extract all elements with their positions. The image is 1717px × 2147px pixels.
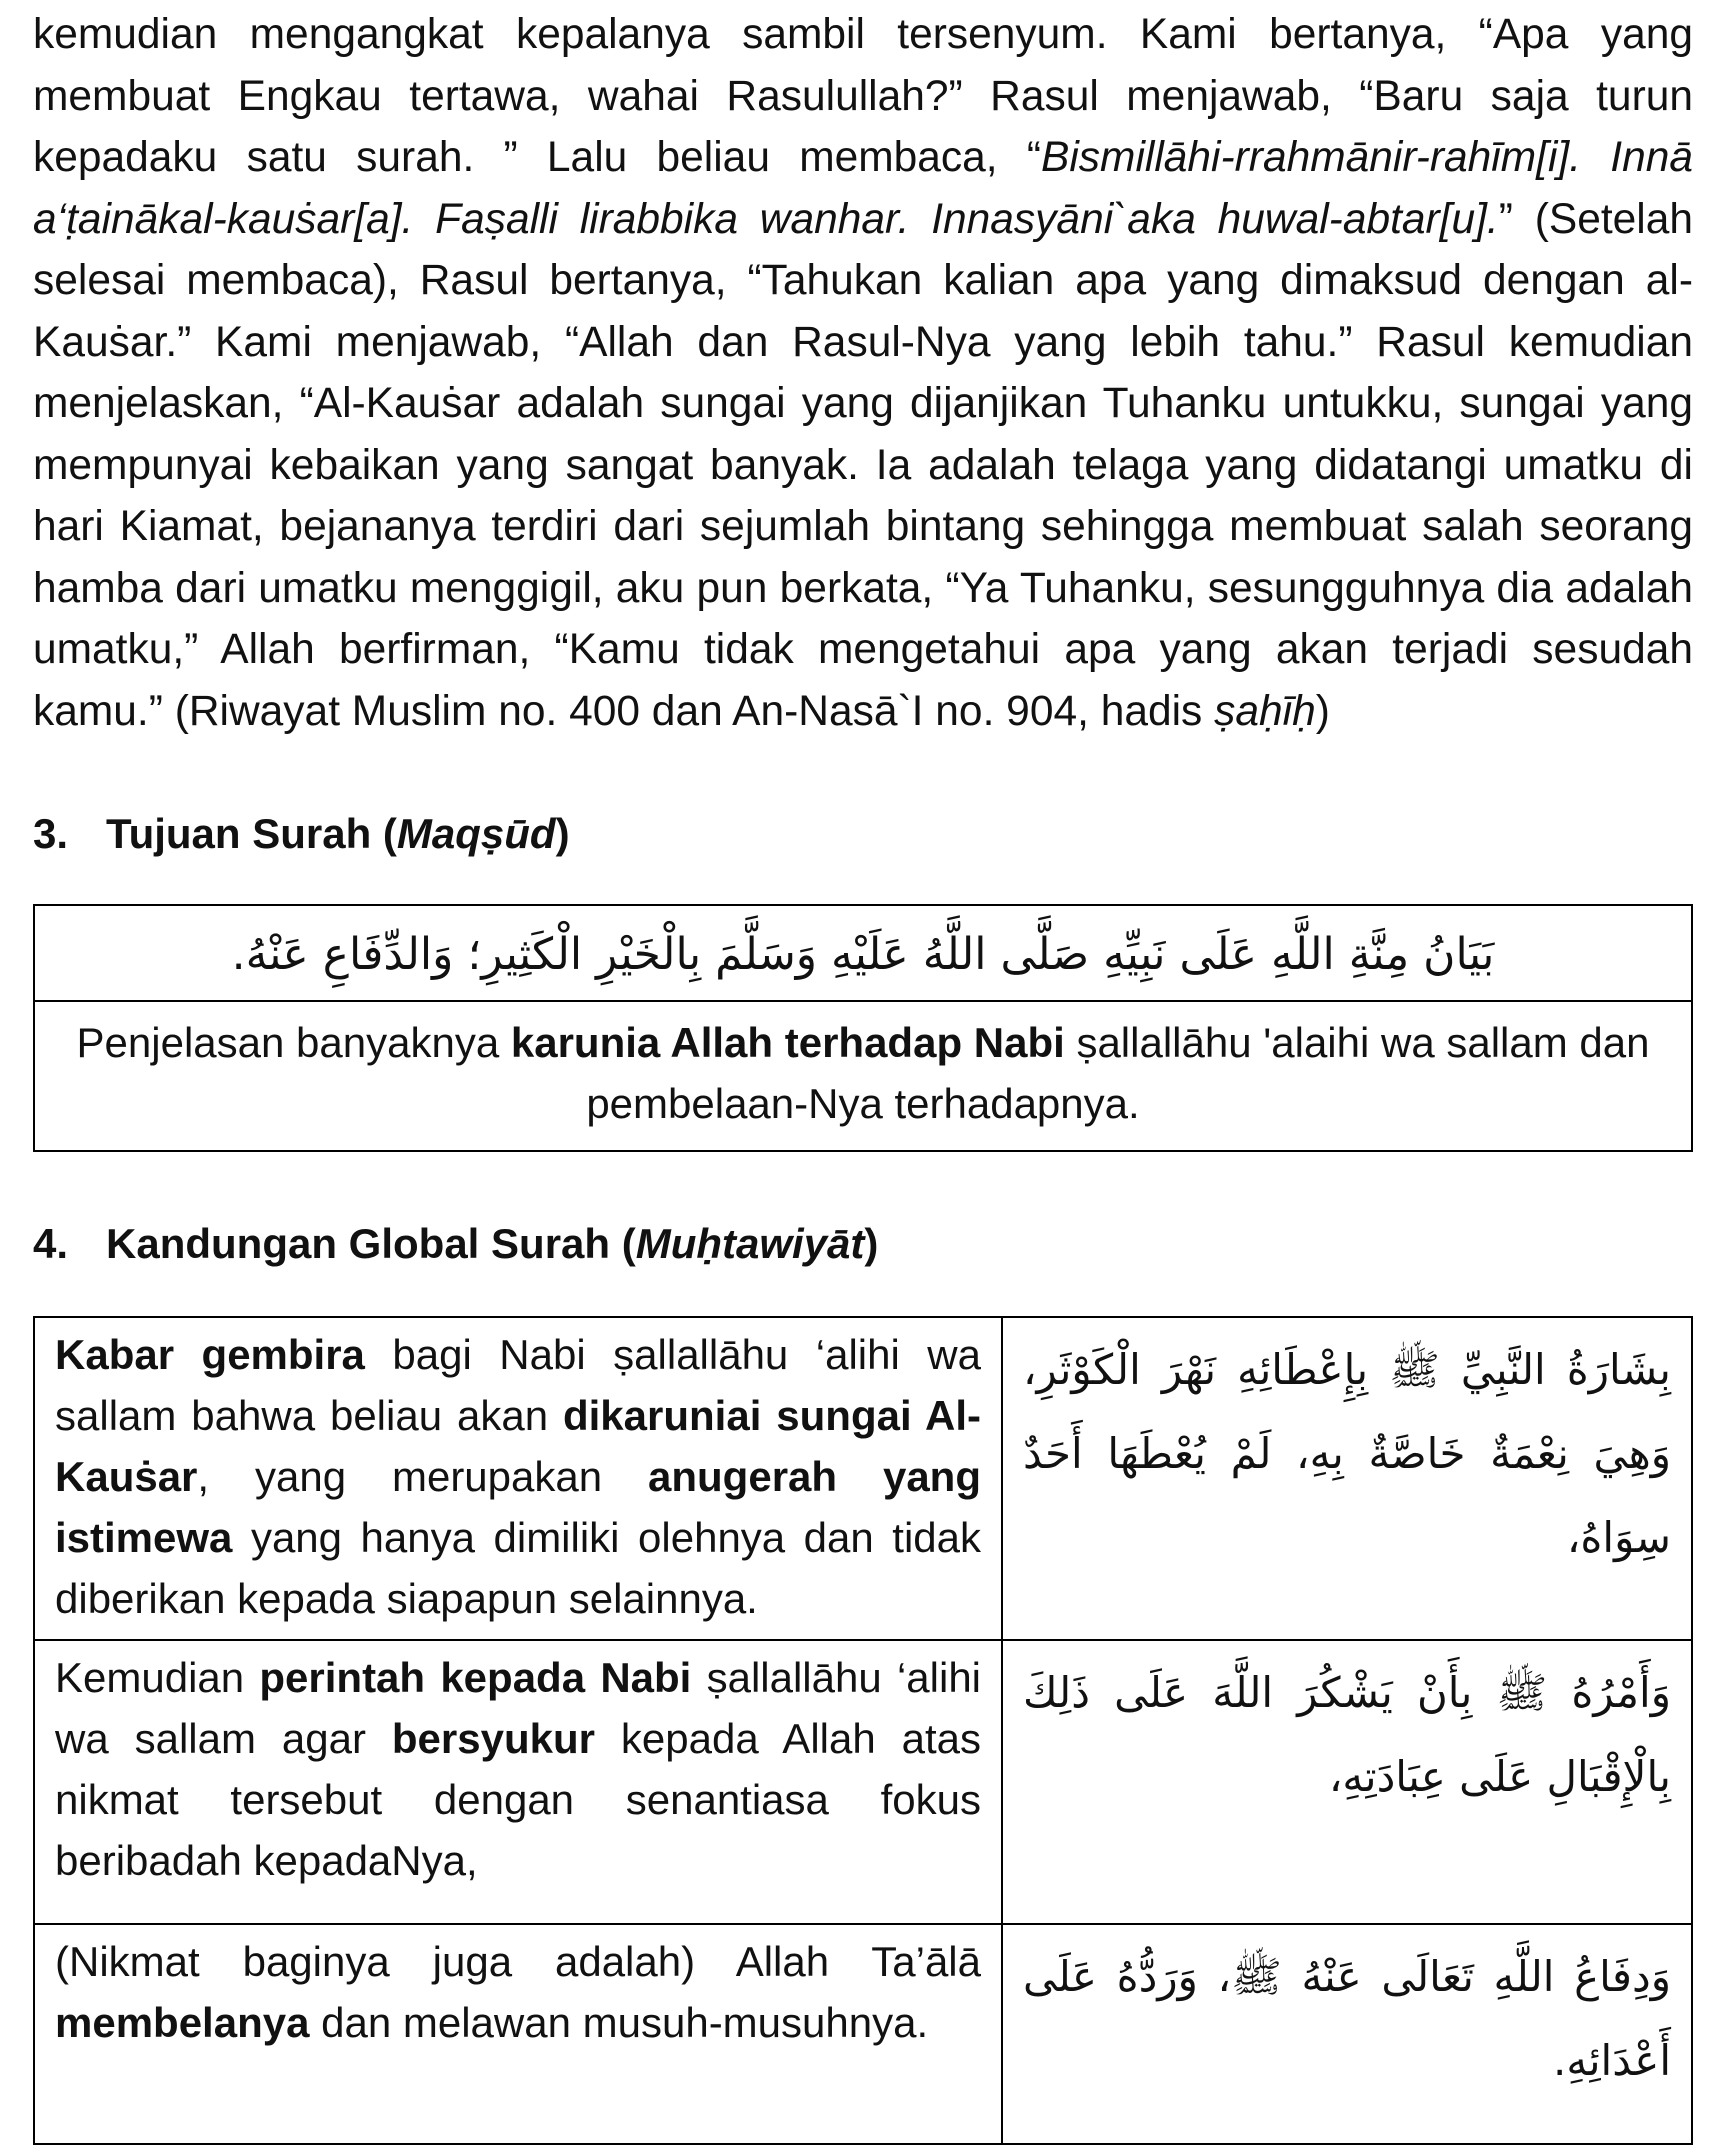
body-text: kepada Allah atas nikmat tersebut dengan senantiasa fokus beribadah kepadaNya, xyxy=(55,1715,982,1884)
section-title-term: Maqṣūd xyxy=(396,810,556,857)
translation-text: Penjelasan banyaknya xyxy=(76,1019,511,1066)
hadith-grade: ṣaḥīḥ xyxy=(1214,687,1316,735)
section-heading-4 xyxy=(33,1216,1693,1272)
emphasis-text: membelanya xyxy=(55,1999,310,2046)
purpose-arabic: بَيَانُ مِنَّةِ اللَّهِ عَلَى نَبِيِّهِ صَلَّى اللَّهُ عَلَيْهِ وَسَلَّمَ بِالْخَيْرِ الْكَثِيرِ؛ وَالدِّفَاعِ عَنْهُ. xyxy=(34,905,1692,1001)
section-title-text: ) xyxy=(555,810,570,857)
contents-table xyxy=(33,1316,1693,2145)
translation-text: ṣallallāhu 'alaihi wa sallam dan pembelaan-Nya terhadapnya. xyxy=(586,1019,1650,1127)
body-text: ṣallallāhu ‘alihi wa sallam agar xyxy=(55,1654,982,1762)
emphasis-text: Kabar gembira xyxy=(55,1331,365,1378)
paragraph-text: kemudian mengangkat kepalanya sambil tersenyum. Kami bertanya, “Apa yang membuat Engkau tertawa, wahai Rasulullah?” Rasul menjawab, “Baru saja turun kepadaku satu surah. ” Lalu beliau membaca, “ xyxy=(33,11,1693,181)
body-text: (Nikmat baginya juga adalah) Allah Ta’ālā xyxy=(55,1938,981,1985)
purpose-translation xyxy=(34,1001,1692,1151)
emphasis-text: perintah kepada Nabi xyxy=(259,1654,692,1701)
hadith-paragraph xyxy=(33,0,1693,742)
paragraph-text: ) xyxy=(1315,687,1330,735)
body-text: Kemudian xyxy=(55,1654,260,1701)
content-arabic: وَأَمْرُهُ ﷺ بِأَنْ يَشْكُرَ اللَّهَ عَلَى ذَلِكَ بِالْإِقْبَالِ عَلَى عِبَادَتِهِ، xyxy=(1002,1640,1692,1924)
section-heading-3 xyxy=(33,806,1693,862)
section-number: 3. xyxy=(33,810,69,857)
surah-transliteration: Bismillāhi-rrahmānir-rahīm[i]. Innā a‘ṭainākal-kauṡar[a]. Faṣalli lirabbika wanhar. Innasyāni`aka huwal-abtar[u]. xyxy=(33,134,1693,243)
emphasis-text: anugerah yang istimewa xyxy=(55,1453,981,1561)
paragraph-text: ” (Setelah selesai membaca), Rasul bertanya, “Tahukan kalian apa yang dimaksud dengan al-Kauṡar.” Kami menjawab, “Allah dan Rasul-Nya yang lebih tahu.” Rasul kemudian menjelaskan, “Al-Kauṡar adalah sungai yang dijanjikan Tuhanku untukku, sungai yang mempunyai kebaikan yang sangat banyak. Ia adalah telaga yang didatangi umatku di hari Kiamat, bejananya terdiri dari sejumlah bintang sehingga membuat salah seorang hamba dari umatku menggigil, aku pun berkata, “Ya Tuhanku, sesungguhnya dia adalah umatku,” Allah berfirman, “Kamu tidak mengetahui apa yang akan terjadi sesudah kamu.” (Riwayat Muslim no. 400 dan An-Nasā`I no. 904, hadis xyxy=(33,195,1693,735)
emphasis-text: dikaruniai sungai Al-Kauṡar xyxy=(55,1392,981,1500)
section-title-text: Tujuan Surah ( xyxy=(106,810,397,857)
emphasis-text: bersyukur xyxy=(391,1715,595,1762)
table-row xyxy=(34,1640,1692,1924)
table-row xyxy=(34,1924,1692,2144)
content-indonesian xyxy=(34,1317,1002,1640)
section-title xyxy=(106,806,570,862)
body-text: , yang merupakan xyxy=(197,1453,649,1500)
content-arabic: بِشَارَةُ النَّبِيِّ ﷺ بِإِعْطَائِهِ نَهْرَ الْكَوْثَرِ، وَهِيَ نِعْمَةٌ خَاصَّةٌ بِهِ، لَمْ يُعْطَهَا أَحَدٌ سِوَاهُ، xyxy=(1002,1317,1692,1640)
section-title-text: Kandungan Global Surah ( xyxy=(106,1220,636,1267)
table-row xyxy=(34,1317,1692,1640)
section-number: 4. xyxy=(33,1220,69,1267)
purpose-table xyxy=(33,904,1693,1152)
section-title xyxy=(106,1216,878,1272)
body-text: yang hanya dimiliki olehnya dan tidak diberikan kepada siapapun selainnya. xyxy=(55,1514,981,1622)
section-title-text: ) xyxy=(864,1220,879,1267)
body-text: dan melawan musuh-musuhnya. xyxy=(309,1999,929,2046)
document-page xyxy=(33,0,1693,2145)
content-indonesian xyxy=(34,1924,1002,2144)
section-title-term: Muḥtawiyāt xyxy=(635,1220,865,1267)
content-indonesian xyxy=(34,1640,1002,1924)
content-arabic: وَدِفَاعُ اللَّهِ تَعَالَى عَنْهُ ﷺ، وَرَدُّهُ عَلَى أَعْدَائِهِ. xyxy=(1002,1924,1692,2144)
translation-emphasis: karunia Allah terhadap Nabi xyxy=(510,1019,1065,1066)
body-text: bagi Nabi ṣallallāhu ‘alihi wa sallam bahwa beliau akan xyxy=(55,1331,981,1439)
